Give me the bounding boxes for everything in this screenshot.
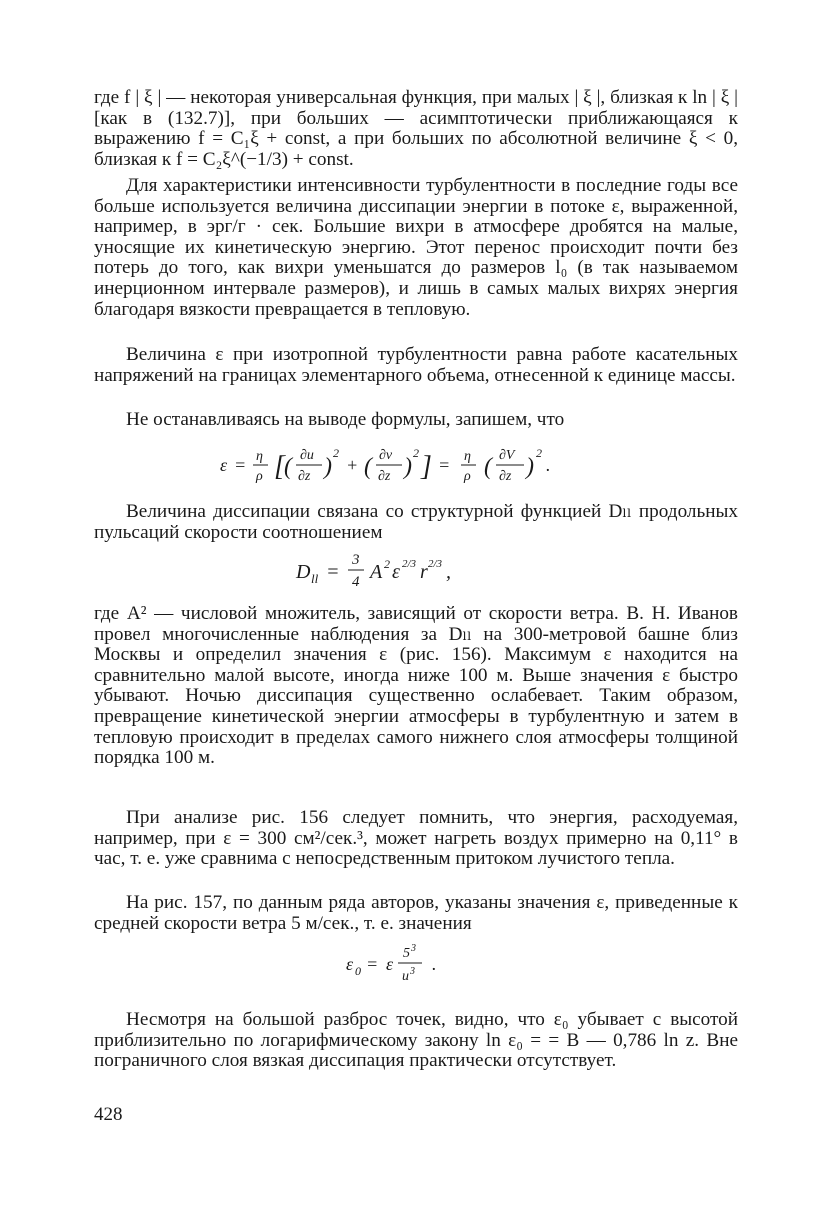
formula-symbol: + <box>346 455 359 475</box>
formula-symbol: ε <box>386 954 394 974</box>
formula-symbol: η <box>464 449 471 464</box>
formula-symbol: ε <box>392 561 400 583</box>
formula-symbol: ∂v <box>379 448 393 463</box>
page-number: 428 <box>94 1104 123 1125</box>
formula-symbol: 2 <box>333 446 339 460</box>
formula-symbol: ∂z <box>499 469 512 484</box>
formula-structure-function-svg <box>286 546 546 594</box>
formula-symbol: ∂u <box>300 448 314 463</box>
formula-symbol: 3 <box>411 943 416 954</box>
formula-symbol: ) <box>404 454 412 480</box>
paragraph-9 <box>94 1010 738 1072</box>
formula-symbol: = <box>326 561 340 583</box>
paragraph-text: На рис. 157, по данным ряда авторов, указаны значения ε, приведенные к средней скорости ветра 5 м/сек., т. е. значения <box>94 892 738 934</box>
formula-symbol: ∂z <box>298 469 311 484</box>
formula-symbol: r <box>420 561 428 583</box>
paragraph-text: Для характеристики интенсивности турбулентности в последние годы все больше используется величина диссипации энергии в потоке ε, выраженной, например, в эрг/г · сек. Большие вихри в атмосфере дробятся на малые, уносящие их кинетическую энергию. Этот перенос происходит почти без потерь до того, как вихри уменьшатся до размеров l₀ (в так называемом инерционном интервале размеров), и лишь в самых малых вихрях энергия благодаря вязкости превращается в тепловую. <box>94 175 738 320</box>
formula-symbol: 3 <box>410 966 415 977</box>
formula-symbol: 4 <box>352 574 360 590</box>
formula-symbol: 2 <box>384 557 390 571</box>
formula-symbol: 2 <box>536 446 542 460</box>
formula-symbol: 3 <box>352 552 360 568</box>
formula-symbol: [ <box>274 451 285 482</box>
formula-symbol: 2/3 <box>402 558 417 570</box>
formula-normalized-dissipation <box>94 940 738 993</box>
paragraph-3 <box>94 345 738 386</box>
formula-symbol: 0 <box>355 964 361 978</box>
formula-symbol: η <box>256 449 263 464</box>
formula-symbol: ρ <box>256 469 263 484</box>
formula-symbol: A <box>370 561 383 583</box>
formula-symbol: ( <box>484 454 492 480</box>
paragraph-text: Величина ε при изотропной турбулентности равна работе касательных напряжений на границах элементарного объема, отнесенной к единице массы. <box>94 344 738 386</box>
formula-symbol: = <box>234 455 247 475</box>
paragraph-text: При анализе рис. 156 следует помнить, что энергия, расходуемая, например, при ε = 300 см²/сек.³, может нагреть воздух примерно на 0,11° в час, т. е. уже сравнима с непосредственным притоком лучистого тепла. <box>94 807 738 870</box>
formula-symbol: u <box>402 969 409 984</box>
formula-symbol: ∂z <box>378 469 391 484</box>
paragraph-7 <box>94 808 738 870</box>
formula-symbol: 2/3 <box>428 558 443 570</box>
formula-symbol: ll <box>311 571 319 586</box>
formula-symbol: . <box>546 455 551 475</box>
formula-symbol: = <box>366 954 379 974</box>
paragraph-text: где f | ξ | — некоторая универсальная функция, при малых | ξ |, близкая к ln | ξ | [как в (132.7)], при больших — асимптотически приближающаяся к выражению f = C₁ξ + const, а при больших по абсолютной величине ξ < 0, близкая к f = C₂ξ^(−1/3) + const. <box>94 87 738 170</box>
formula-symbol: ) <box>526 454 534 480</box>
paragraph-text: где A² — числовой множитель, зависящий от скорости ветра. В. Н. Иванов провел многочисленные наблюдения за Dₗₗ на 300-метровой башне близ Москвы и определил значения ε (рис. 156). Максимум ε находится на сравнительно малой высоте, иногда ниже 100 м. Выше значения ε быстро убывают. Ночью диссипация существенно ослабевает. Таким образом, превращение кинетической энергии атмосферы в турбулентную и затем в тепловую происходит в пределах самого нижнего слоя атмосферы толщиной порядка 100 м. <box>94 603 738 769</box>
formula-dissipation-svg <box>216 440 616 492</box>
formula-symbol: . <box>432 954 437 974</box>
formula-symbol: D <box>296 561 311 583</box>
formula-symbol: = <box>438 455 451 475</box>
paragraph-6 <box>94 604 738 769</box>
formula-symbol: 2 <box>413 446 419 460</box>
formula-symbol: ∂V <box>499 448 515 463</box>
formula-symbol: ρ <box>464 469 471 484</box>
formula-symbol: ( <box>364 454 372 480</box>
paragraph-4 <box>94 410 738 431</box>
paragraph-8 <box>94 893 738 934</box>
formula-symbol: ] <box>421 451 432 482</box>
formula-structure-function <box>94 546 738 599</box>
formula-dissipation <box>94 440 738 497</box>
paragraph-text: Несмотря на большой разброс точек, видно, что ε₀ убывает с высотой приблизительно по логарифмическому закону ln ε₀ = = B — 0,786 ln z. Вне пограничного слоя вязкая диссипация практически отсутствует. <box>94 1009 738 1072</box>
formula-symbol: 5 <box>403 946 410 961</box>
paragraph-2 <box>94 176 738 320</box>
paragraph-5 <box>94 502 738 543</box>
paragraph-1 <box>94 88 738 170</box>
formula-symbol: ( <box>284 454 292 480</box>
paragraph-text: Величина диссипации связана со структурной функцией Dₗₗ продольных пульсаций скорости соотношением <box>94 501 738 543</box>
paragraph-text: Не останавливаясь на выводе формулы, запишем, что <box>126 409 565 430</box>
formula-symbol: ε <box>346 954 354 974</box>
formula-normalized-dissipation-svg <box>336 940 496 988</box>
formula-symbol: ) <box>324 454 332 480</box>
formula-symbol: , <box>446 561 451 583</box>
formula-symbol: ε <box>220 455 228 475</box>
